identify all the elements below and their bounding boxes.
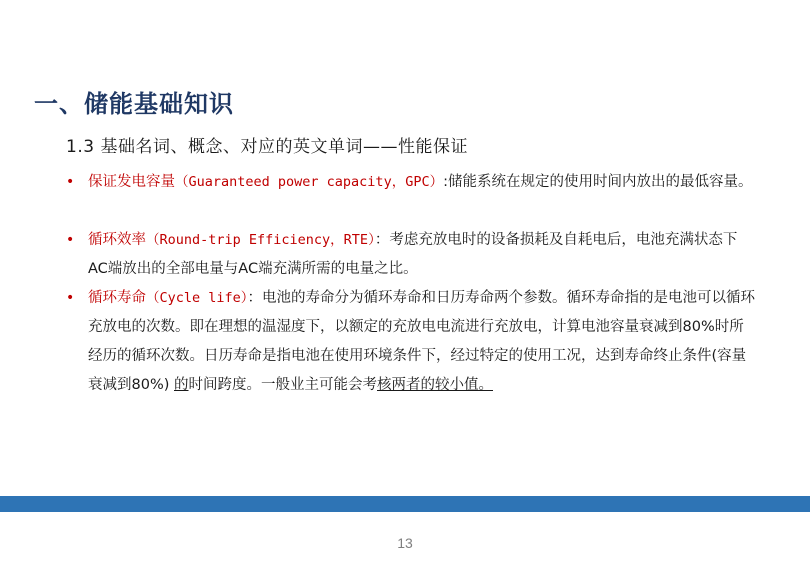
list-item-gpc: [66, 168, 756, 197]
term-separator: :: [443, 174, 448, 190]
list-item-body: [66, 168, 756, 197]
subtitle: 1.3 基础名词、概念、对应的英文单词——性能保证: [66, 137, 468, 157]
term-english: （Round-trip Efficiency，RTE）: [146, 232, 375, 248]
definition-text: 电池的寿命分为循环寿命和日历寿命两个参数。循环寿命指的是电池可以循环充放电的次数。即在理想的温湿度下，以额定的充放电电流进行充放电，计算电池容量衰减到80%时所经历的循环次数。日历寿命是指电池在使用环境条件下，经过特定的使用工况，达到寿命终止条件(容量衰减到80%): [88, 290, 756, 393]
page-number: 13: [397, 535, 413, 551]
term-label: 循环寿命: [88, 290, 146, 306]
section-title: 一、储能基础知识: [34, 90, 234, 118]
definition-text: 考虑充放电时的设备损耗及自耗电后，电池充满状态下AC端放出的全部电量与AC端充满所需的电量之比。: [88, 232, 738, 277]
definition-text-continued: 时间跨度。一般业主可能会考: [188, 377, 377, 393]
term-label: 保证发电容量: [88, 174, 175, 190]
list-item-rte: [66, 226, 756, 284]
term-english: （Guaranteed power capacity，GPC）: [175, 174, 444, 190]
list-item-body: [66, 284, 756, 400]
footer-band: [0, 496, 810, 512]
term-separator: ：: [374, 232, 390, 248]
underlined-text-end: 核两者的较小值。: [377, 377, 493, 393]
list-item-cycle-life: [66, 284, 756, 400]
bullet-icon: •: [66, 232, 75, 248]
bullet-icon: •: [66, 290, 75, 306]
term-english: （Cycle life）: [146, 290, 248, 306]
list-item-body: [66, 226, 756, 284]
term-label: 循环效率: [88, 232, 146, 248]
definition-text: 储能系统在规定的使用时间内放出的最低容量。: [447, 174, 753, 190]
underlined-text: 的: [174, 377, 189, 393]
term-separator: ：: [247, 290, 263, 306]
bullet-icon: •: [66, 174, 75, 190]
